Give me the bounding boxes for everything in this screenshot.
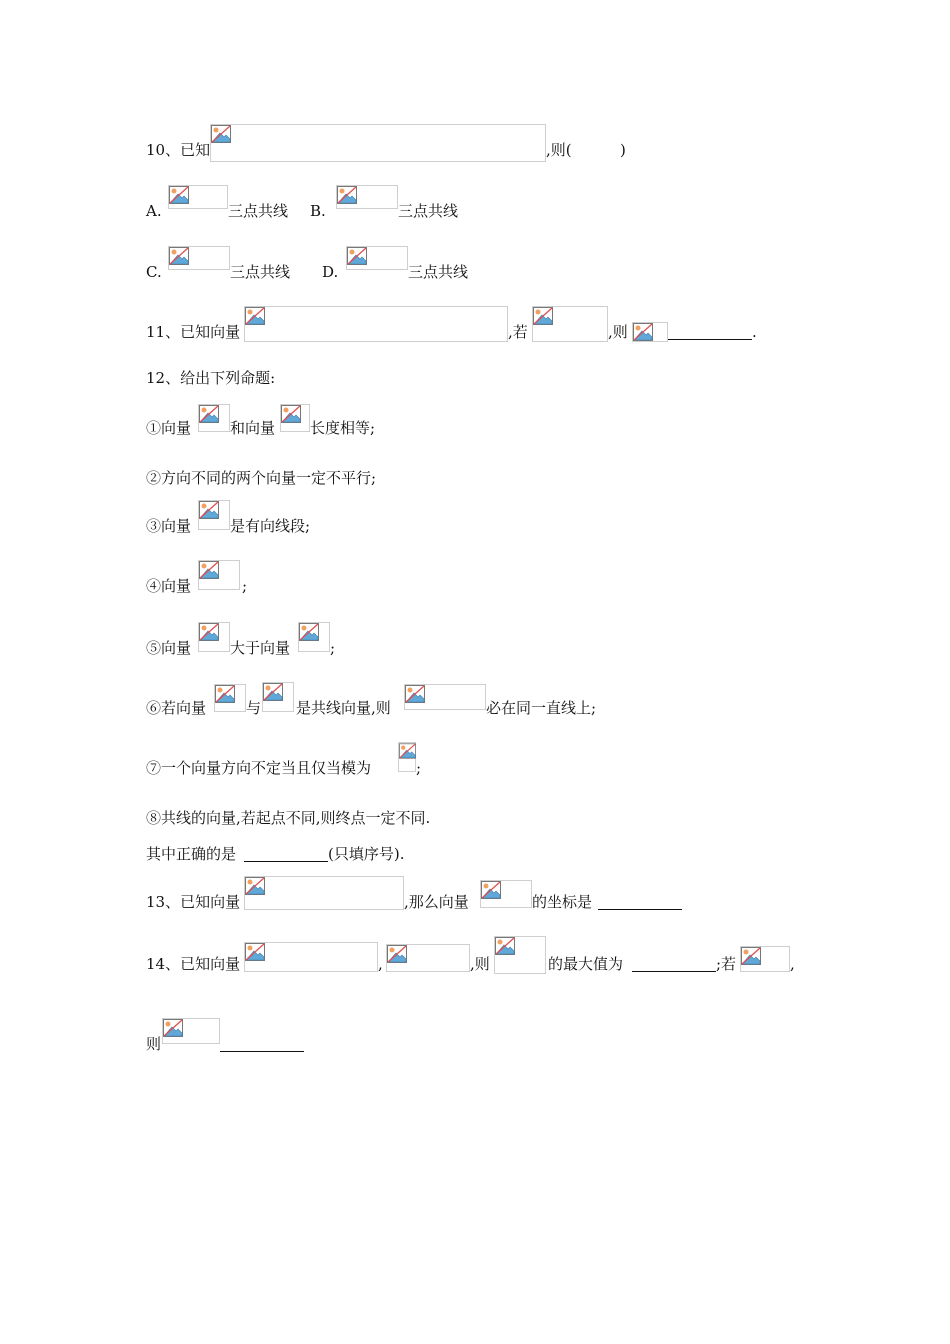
- formula-image: [386, 944, 470, 972]
- option-b-text: 三点共线: [398, 202, 459, 220]
- broken-image-icon: [281, 405, 301, 423]
- broken-image-icon: [163, 1019, 183, 1037]
- p1-text-a: ①向量: [146, 419, 192, 437]
- p5-text-b: 大于向量: [230, 639, 291, 657]
- formula-image: [262, 682, 294, 712]
- formula-image: [346, 246, 408, 270]
- q13-end: 的坐标是: [532, 893, 593, 911]
- q13-prefix: 13、已知向量: [146, 893, 241, 911]
- q14-comma: ,: [790, 955, 795, 973]
- answer-blank[interactable]: [220, 1051, 304, 1052]
- formula-image: [280, 404, 310, 432]
- p3-text-a: ③向量: [146, 517, 192, 535]
- p7-text-b: ;: [416, 759, 422, 777]
- q10-paren-close: ): [620, 141, 626, 159]
- formula-image: [168, 246, 230, 270]
- q14-if-text: ;若: [716, 955, 737, 973]
- formula-image: [480, 880, 532, 908]
- formula-image: [336, 185, 398, 209]
- broken-image-icon: [199, 561, 219, 579]
- p5-text-c: ;: [330, 639, 336, 657]
- p7-text-a: ⑦一个向量方向不定当且仅当模为: [146, 759, 372, 777]
- option-c-text: 三点共线: [230, 263, 291, 281]
- p2-text: ②方向不同的两个向量一定不平行;: [146, 469, 377, 487]
- q14-sep: ,: [378, 955, 383, 973]
- option-c-label: C.: [146, 263, 162, 281]
- formula-image: [494, 936, 546, 974]
- broken-image-icon: [169, 186, 189, 204]
- q11-mid1: ,若: [508, 323, 528, 341]
- p8-text: ⑧共线的向量,若起点不同,则终点一定不同.: [146, 809, 431, 827]
- q11-mid2: ,则: [608, 323, 628, 341]
- q14-max-text: 的最大值为: [548, 955, 624, 973]
- q12-title: 12、给出下列命题:: [146, 369, 276, 387]
- p6-text-c: 是共线向量,则: [296, 699, 391, 717]
- q12-answer-text-a: 其中正确的是: [146, 845, 237, 863]
- formula-image: [198, 500, 230, 530]
- answer-blank[interactable]: [632, 971, 716, 972]
- q14-then-text: 则: [146, 1035, 162, 1053]
- broken-image-icon: [405, 685, 425, 703]
- formula-image: [404, 684, 486, 710]
- option-b-label: B.: [310, 202, 326, 220]
- broken-image-icon: [481, 881, 501, 899]
- p5-text-a: ⑤向量: [146, 639, 192, 657]
- formula-image: [532, 306, 608, 342]
- p6-text-d: 必在同一直线上;: [486, 699, 597, 717]
- answer-blank[interactable]: [668, 339, 752, 340]
- q11-end: .: [752, 323, 757, 341]
- formula-image: [162, 1018, 220, 1044]
- option-a-text: 三点共线: [228, 202, 289, 220]
- p1-text-b: 和向量: [230, 419, 276, 437]
- broken-image-icon: [387, 945, 407, 963]
- broken-image-icon: [533, 307, 553, 325]
- broken-image-icon: [199, 501, 219, 519]
- broken-image-icon: [741, 947, 761, 965]
- p3-text-b: 是有向线段;: [230, 517, 311, 535]
- broken-image-icon: [347, 247, 367, 265]
- option-a-label: A.: [146, 202, 162, 220]
- formula-image: [198, 404, 230, 432]
- broken-image-icon: [399, 743, 416, 759]
- broken-image-icon: [495, 937, 515, 955]
- q14-prefix: 14、已知向量: [146, 955, 241, 973]
- p6-text-b: 与: [246, 699, 262, 717]
- answer-blank[interactable]: [598, 909, 682, 910]
- p1-text-c: 长度相等;: [310, 419, 376, 437]
- p4-text-a: ④向量: [146, 577, 192, 595]
- q11-prefix: 11、已知向量: [146, 323, 241, 341]
- broken-image-icon: [215, 685, 235, 703]
- formula-image: [298, 622, 330, 652]
- formula-image: [244, 876, 404, 910]
- formula-image: [740, 946, 790, 972]
- broken-image-icon: [245, 943, 265, 961]
- formula-image: [632, 322, 668, 342]
- q12-answer-text-b: (只填序号).: [328, 845, 405, 863]
- option-d-text: 三点共线: [408, 263, 469, 281]
- formula-image: [214, 684, 246, 712]
- broken-image-icon: [211, 125, 231, 143]
- formula-image: [168, 185, 228, 209]
- p4-text-b: ;: [242, 577, 248, 595]
- formula-image: [198, 622, 230, 652]
- q10-mid: ,则(: [546, 141, 572, 159]
- broken-image-icon: [263, 683, 283, 701]
- formula-image: [398, 742, 416, 772]
- broken-image-icon: [299, 623, 319, 641]
- broken-image-icon: [199, 405, 219, 423]
- formula-image: [244, 942, 378, 972]
- broken-image-icon: [199, 623, 219, 641]
- broken-image-icon: [245, 877, 265, 895]
- q10-prefix: 10、已知: [146, 141, 211, 159]
- formula-image: [244, 306, 508, 342]
- answer-blank[interactable]: [244, 861, 328, 862]
- broken-image-icon: [169, 247, 189, 265]
- q14-mid: ,则: [470, 955, 490, 973]
- option-d-label: D.: [322, 263, 339, 281]
- formula-image: [210, 124, 546, 162]
- broken-image-icon: [633, 323, 653, 341]
- p6-text-a: ⑥若向量: [146, 699, 207, 717]
- broken-image-icon: [245, 307, 265, 325]
- broken-image-icon: [337, 186, 357, 204]
- formula-image: [198, 560, 240, 590]
- q13-mid: ,那么向量: [404, 893, 469, 911]
